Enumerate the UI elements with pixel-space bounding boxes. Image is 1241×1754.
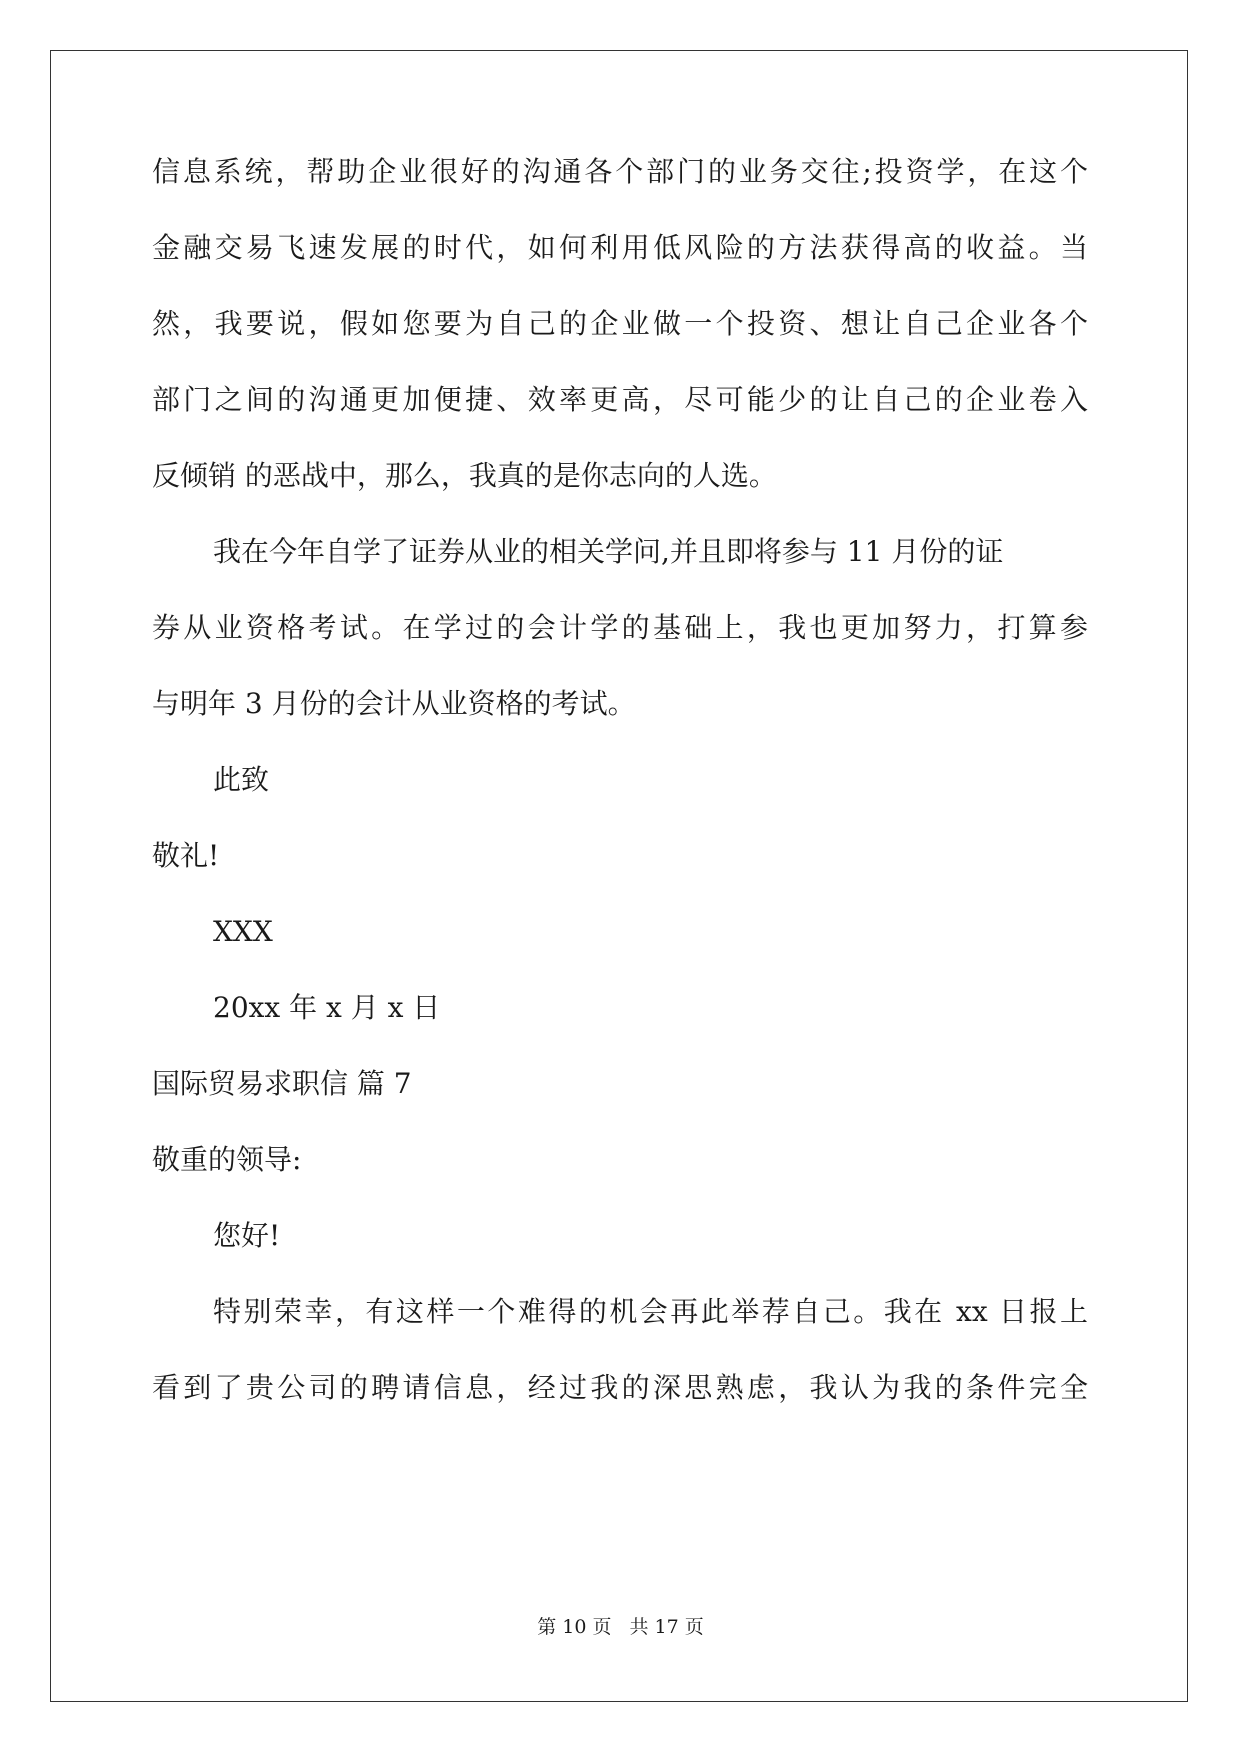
- signature-name: XXX: [213, 915, 273, 948]
- body-line: 我在今年自学了证券从业的相关学问,并且即将参与 11 月份的证: [213, 535, 1004, 568]
- page-footer: [0, 1615, 1241, 1639]
- body-line: 部门之间的沟通更加便捷、效率更高，尽可能少的让自己的企业卷入: [152, 383, 1088, 416]
- body-line: 然，我要说，假如您要为自己的企业做一个投资、想让自己企业各个: [152, 307, 1088, 340]
- letter-greeting: 敬重的领导:: [152, 1143, 302, 1176]
- closing-salutation: 此致: [213, 763, 270, 796]
- section-heading: 国际贸易求职信 篇 7: [152, 1067, 412, 1100]
- body-line: 信息系统，帮助企业很好的沟通各个部门的业务交往;投资学，在这个: [152, 155, 1088, 188]
- page-number-total: 共 17 页: [629, 1616, 704, 1638]
- body-line: 反倾销 的恶战中，那么，我真的是你志向的人选。: [152, 459, 777, 492]
- body-line: 特别荣幸，有这样一个难得的机会再此举荐自己。我在 xx 日报上: [213, 1295, 1088, 1328]
- letter-hello: 您好!: [213, 1219, 281, 1252]
- closing-regards: 敬礼!: [152, 839, 220, 872]
- body-line: 看到了贵公司的聘请信息，经过我的深思熟虑，我认为我的条件完全: [152, 1371, 1088, 1404]
- signature-date: 20xx 年 x 月 x 日: [213, 991, 441, 1024]
- body-line: 与明年 3 月份的会计从业资格的考试。: [152, 687, 636, 720]
- page-border: [50, 50, 1188, 1702]
- body-line: 券从业资格考试。在学过的会计学的基础上，我也更加努力，打算参: [152, 611, 1088, 644]
- page-number-current: 第 10 页: [537, 1616, 612, 1638]
- body-line: 金融交易飞速发展的时代，如何利用低风险的方法获得高的收益。当: [152, 231, 1088, 264]
